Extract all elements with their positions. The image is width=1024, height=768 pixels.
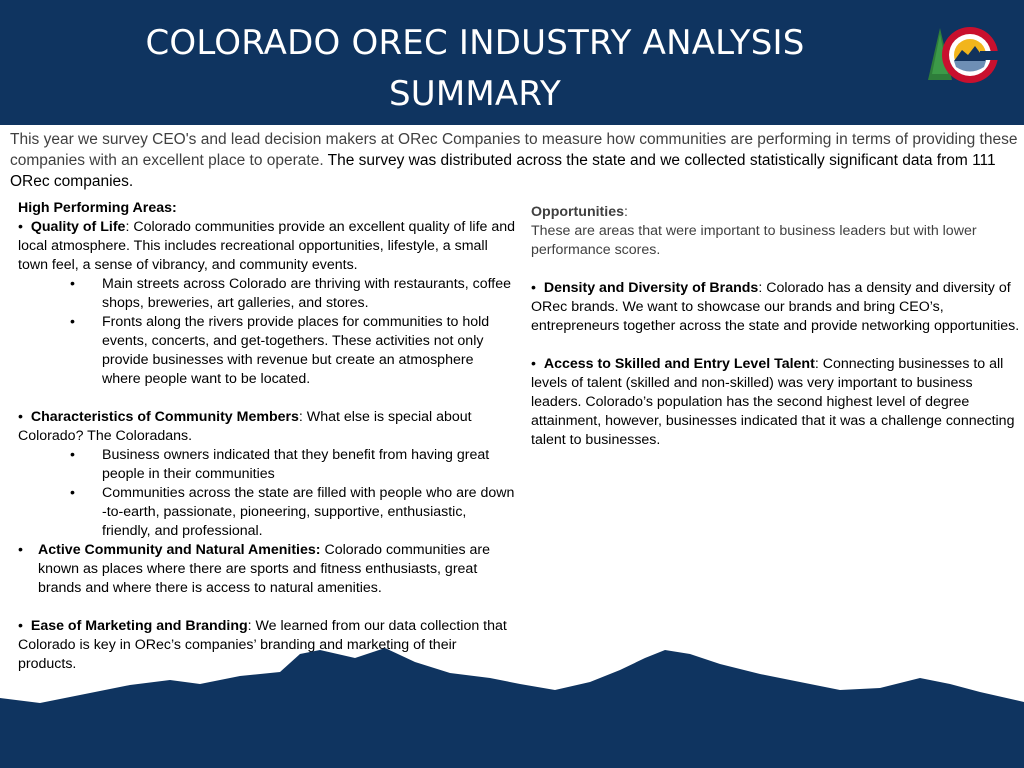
sub-bullet: • (70, 447, 75, 463)
opportunities-description: These are areas that were important to business leaders but with lower performance scores. (531, 223, 977, 258)
bullet: • (531, 280, 536, 296)
intro-text-part2: The survey was distributed across the state and we collected statistically significant data from 111 ORec companies. (10, 152, 996, 190)
header-banner (0, 0, 1024, 125)
sub-bullet: • (70, 276, 75, 292)
talent-access-label: Access to Skilled and Entry Level Talent (543, 356, 815, 372)
active-community-label: Active Community and Natural Amenities: (38, 542, 321, 558)
talent-access-item (531, 355, 1024, 450)
quality-of-life-item (18, 218, 516, 275)
page-title: COLORADO OREC INDUSTRY ANALYSIS SUMMARY (145, 23, 805, 114)
density-diversity-text: : Colorado has a density and diversity of ORec brands. We want to showcase our brands and bring CEO’s, entrepreneurs together across the state and provide networking opportunities. (531, 280, 1020, 334)
talent-access-text: : Connecting businesses to all levels of talent (skilled and non-skilled) was very important to business leaders. Colorado’s population has the second highest level of degree attainment, however, businesses indicated that it was a challenge connecting talent to businesses. (531, 356, 1015, 448)
mountain-range-icon (0, 640, 1024, 768)
intro-text-part1: This year we survey CEO's and lead decision makers at ORec Companies to measure how communities are performing in terms of providing these companies with an excellent place to operate. (10, 131, 1018, 169)
bullet: • (18, 542, 23, 558)
quality-sub-2: Fronts along the rivers provide places for communities to hold events, concerts, and get-togethers. These activities not only provide businesses with revenue but create an atmosphere where people want to be located. (102, 314, 490, 387)
characteristics-text: : What else is special about Colorado? The Coloradans. (18, 409, 472, 444)
high-performing-column (18, 199, 516, 674)
density-diversity-label: Density and Diversity of Brands (543, 280, 759, 296)
bullet: • (531, 356, 536, 372)
sub-bullet: • (70, 314, 75, 330)
marketing-branding-text: : We learned from our data collection that Colorado is key in ORec’s companies’ branding and marketing of their products. (18, 618, 507, 672)
sub-bullet: • (70, 485, 75, 501)
quality-of-life-label: Quality of Life (30, 219, 126, 235)
characteristics-item (18, 408, 516, 446)
bullet: • (18, 219, 23, 235)
opportunities-column (531, 203, 1024, 450)
active-community-item (18, 541, 516, 598)
characteristics-label: Characteristics of Community Members (30, 409, 299, 425)
quality-sub-1: Main streets across Colorado are thriving with restaurants, coffee shops, breweries, art galleries, and stores. (102, 276, 511, 311)
bullet: • (18, 409, 23, 425)
opportunities-colon: : (624, 204, 628, 220)
density-diversity-item (531, 279, 1024, 336)
colorado-outdoor-logo-icon (922, 24, 1000, 86)
opportunities-heading: Opportunities (531, 204, 625, 220)
sub-list-item (70, 275, 516, 313)
characteristics-sub-1: Business owners indicated that they benefit from having great people in their communities (102, 447, 490, 482)
characteristics-sub-2: Communities across the state are filled with people who are down -to-earth, passionate, pioneering, supportive, enthusiastic, friendly, and professional. (102, 485, 515, 539)
sub-list-item (70, 484, 516, 541)
sub-list-item (70, 446, 516, 484)
active-community-text: Colorado communities are known as places where there are sports and fitness enthusiasts, great brands and where there is access to natural amenities. (38, 542, 491, 596)
bullet: • (18, 618, 23, 634)
quality-of-life-text: : Colorado communities provide an excellent quality of life and local atmosphere. This includes recreational opportunities, lifestyle, a small town feel, a sense of vibrancy, and community events. (18, 219, 516, 273)
high-performing-heading: High Performing Areas: (18, 200, 177, 216)
intro-paragraph (10, 129, 1024, 192)
sub-list-item (70, 313, 516, 389)
marketing-branding-label: Ease of Marketing and Branding (30, 618, 248, 634)
